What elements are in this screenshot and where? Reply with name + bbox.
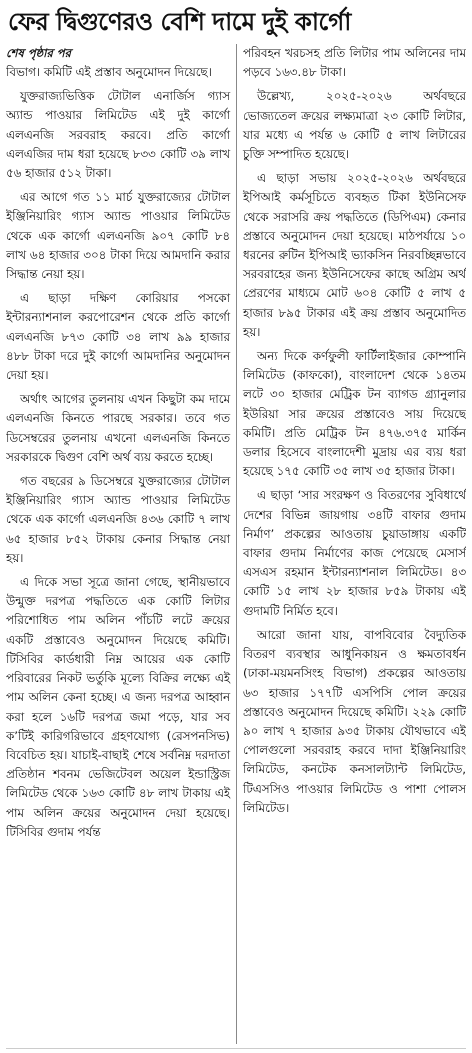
paragraph: এ ছাড়া দক্ষিণ কোরিয়ার পসকো ইন্টারন্যাশনাল করপোরেশন থেকে প্রতি কার্গো এলএনজি ৮৭৩ কোটি ৩৪ লাখ ৯৯ হাজার ৪৮৮ টাকা দরে দুই কার্গো আমদানির অনুমোদন দেয়া হয়। xyxy=(6,291,230,383)
paragraph: অর্থাৎ আগের তুলনায় এখন কিছুটা কম দামে এলএনজি কিনতে পারছে সরকার। তবে গত ডিসেম্বরের তুলনায় এখনো এলএনজি কিনতে সরকারকে দ্বিগুণ বেশি অর্থ ব্যয় করতে হচ্ছে। xyxy=(6,392,230,464)
paragraph: বিভাগ। কমিটি এই প্রস্তাব অনুমোদন দিয়েছে। xyxy=(6,65,212,79)
paragraph: অন্য দিকে কর্ণফুলী ফার্টিলাইজার কোম্পানি লিমিটেড (কাফকো), বাংলাদেশ থেকে ১৪তম লটে ৩০ হাজার মেট্রিক টন ব্যাগড গ্র্যানুলার ইউরিয়া সার ক্রয়ের প্রস্তাবেও সায় দিয়েছে কমিটি। প্রতি মেট্রিক টন ৪৭৬.৩৭৫ মার্কিন ডলার হিসেবে বাংলাদেশী মুদ্রায় এর ব্যয় ধরা হয়েছে ১৭৫ কোটি ৩৫ লাখ ৩৫ হাজার টাকা। xyxy=(243,349,466,479)
article-body xyxy=(6,44,466,1044)
bottom-divider xyxy=(6,1048,466,1049)
right-column xyxy=(236,44,466,1044)
paragraph: যুক্তরাজ্যভিত্তিক টোটাল এনার্জিস গ্যাস অ্যান্ড পাওয়ার লিমিটেড এই দুই কার্গো এলএনজি সরবরাহ করবে। প্রতি কার্গো এলএজির দাম ধরা হয়েছে ৮৩৩ কোটি ৩৯ লাখ ৫৬ হাজার ৫১২ টাকা। xyxy=(6,89,230,181)
paragraph: এ দিকে সভা সূত্রে জানা গেছে, স্থানীয়ভাবে উন্মুক্ত দরপত্র পদ্ধতিতে এক কোটি লিটার পরিশোধিত পাম অলিন পাঁচটি লটে ক্রয়ের একটি প্রস্তাবেও অনুমোদন দিয়েছে কমিটি। টিসিবির কার্ডধারী নিম্ন আয়ের এক কোটি পরিবারের নিকট ভর্তুকি মূল্যে বিক্রির লক্ষ্যে এই পাম অলিন কেনা হচ্ছে। এ জন্য দরপত্র আহ্বান করা হলে ১৬টি দরপত্র জমা পড়ে, যার সব ক’টিই কারিগরিভাবে গ্রহণযোগ্য (রেসপনসিভ) বিবেচিত হয়। যাচাই-বাছাই শেষে সর্বনিম্ন দরদাতা প্রতিষ্ঠান শবনম ভেজিটেবল অয়েল ইন্ডাস্ট্রিজ লিমিটেড থেকে ১৬৩ কোটি ৪৮ লাখ টাকায় এই পাম অলিন ক্রয়ের অনুমোদন দেয়া হয়েছে। টিসিবির গুদাম পর্যন্ত xyxy=(6,575,230,839)
continued-from-label: শেষ পৃষ্ঠার পর xyxy=(6,46,71,60)
paragraph: এর আগে গত ১১ মার্চ যুক্তরাজ্যের টোটাল ইঞ্জিনিয়ারিং গ্যাস অ্যান্ড পাওয়ার লিমিটেড থেকে এক কার্গো এলএনজি ৯০৭ কোটি ৮৪ লাখ ৬৪ হাজার ৩০৪ টাকা দিয়ে আমদানি করার সিদ্ধান্ত নেয়া হয়। xyxy=(6,190,230,282)
paragraph: এ ছাড়া ‘সার সংরক্ষণ ও বিতরণের সুবিধার্থে দেশের বিভিন্ন জায়গায় ৩৪টি বাফার গুদাম নির্মাণ’ প্রকল্পের আওতায় চুয়াডাঙ্গায় একটি বাফার গুদাম নির্মাণের কাজ পেয়েছে মেসার্স এসএস রহমান ইন্টারন্যাশনাল লিমিটেড। ৪৩ কোটি ১৫ লাখ ২৮ হাজার ৮৫৯ টাকায় এই গুদামটি নির্মিত হবে। xyxy=(243,488,466,618)
paragraph: আরো জানা যায়, বাপবিবোর বৈদ্যুতিক বিতরণ ব্যবস্থার আধুনিকায়ন ও ক্ষমতাবর্ধন (ঢাকা-ময়মনসিংহ বিভাগ) প্রকল্পের আওতায় ৬৩ হাজার ১৭৭টি এসপিসি পোল ক্রয়ের প্রস্তাবেও অনুমোদন দিয়েছে কমিটি। ২২৯ কোটি ৯০ লাখ ৭ হাজার ৯৩৫ টাকায় যৌথভাবে এই পোলগুলো সরবরাহ করবে দাদা ইঞ্জিনিয়ারিং লিমিটেড, কনটেক কনসালট্যান্ট লিমিটেড, টিএসসিও পাওয়ার লিমিটেড ও পাশা পোলস লিমিটেড। xyxy=(243,627,466,815)
paragraph: গত বছরের ৯ ডিসেম্বরে যুক্তরাজ্যের টোটাল ইঞ্জিনিয়ারিং গ্যাস অ্যান্ড পাওয়ার লিমিটেড থেকে এক কার্গো এলএনজি ৪৩৬ কোটি ৭ লাখ ৬৫ হাজার ৮৫২ টাকায় কেনার সিদ্ধান্ত নেয়া হয়। xyxy=(6,474,230,565)
paragraph: পরিবহন খরচসহ প্রতি লিটার পাম অলিনের দাম পড়বে ১৬৩.৪৮ টাকা। xyxy=(243,46,466,80)
paragraph: উল্লেখ্য, ২০২৫-২০২৬ অর্থবছরে ভোজ্যতেল ক্রয়ের লক্ষ্যমাত্রা ২৩ কোটি লিটার, যার মধ্যে এ পর্যন্ত ৬ কোটি ৫ লাখ লিটারের চুক্তি সম্পাদিত হয়েছে। xyxy=(243,89,466,162)
headline: ফের দ্বিগুণেরও বেশি দামে দুই কার্গো xyxy=(8,7,351,36)
paragraph: এ ছাড়া সভায় ২০২৫-২০২৬ অর্থবছরে ইপিআই কর্মসূচিতে ব্যবহৃত টিকা ইউনিসেফ থেকে সরাসরি ক্রয় পদ্ধতিতে (ডিপিএম) কেনার প্রস্তাবে অনুমোদন দেয়া হয়েছে। মাঠপর্যায়ে ১০ ধরনের রুটিন ইপিআই ভ্যাকসিন নিরবচ্ছিন্নভাবে সরবরাহের জন্য ইউনিসেফের কাছে অগ্রিম অর্থ প্রেরণের মাধ্যমে মোট ৬০৪ কোটি ৫ লাখ ৫ হাজার ৮৯৫ টাকার এই ক্রয় প্রস্তাব অনুমোদিত হয়। xyxy=(243,171,466,339)
left-column xyxy=(6,44,236,1044)
